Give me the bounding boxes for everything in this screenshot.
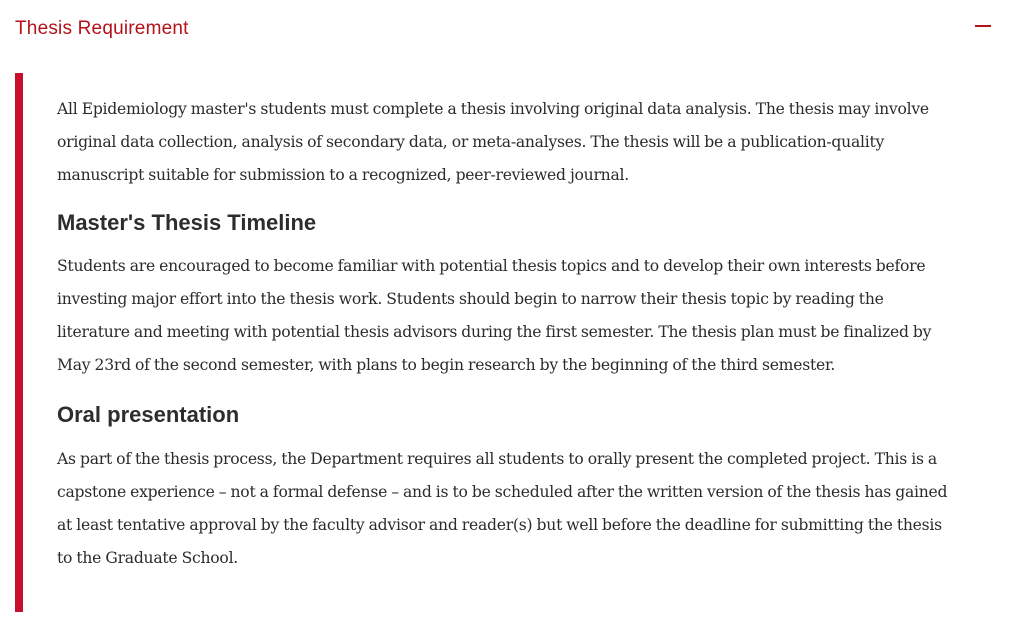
- accordion-header[interactable]: [0, 0, 1019, 60]
- timeline-heading: Master's Thesis Timeline: [57, 210, 317, 235]
- accent-rule: [15, 73, 23, 612]
- minus-icon: [975, 25, 991, 27]
- oral-presentation-paragraph: As part of the thesis process, the Department requires all students to orally present the completed project. This is a capstone experience – not a formal defense – and is to be scheduled after the written version of the thesis has gained at least tentative approval by the faculty advisor and reader(s) but well before the deadline for submitting the thesis to the Graduate School.: [57, 450, 948, 567]
- intro-paragraph: All Epidemiology master's students must complete a thesis involving original data analysis. The thesis may involve original data collection, analysis of secondary data, or meta-analyses. The thesis will be a publication-quality manuscript suitable for submission to a recognized, peer-reviewed journal.: [57, 100, 929, 184]
- collapse-toggle[interactable]: [974, 14, 994, 38]
- oral-presentation-heading: Oral presentation: [57, 402, 240, 427]
- panel-content: [57, 93, 957, 575]
- accordion-panel: [15, 73, 995, 612]
- accordion-title[interactable]: Thesis Requirement: [15, 18, 189, 39]
- timeline-paragraph: Students are encouraged to become familiar with potential thesis topics and to develop their own interests before investing major effort into the thesis work. Students should begin to narrow their thesis topic by reading the literature and meeting with potential thesis advisors during the first semester. The thesis plan must be finalized by May 23rd of the second semester, with plans to begin research by the beginning of the third semester.: [57, 257, 932, 374]
